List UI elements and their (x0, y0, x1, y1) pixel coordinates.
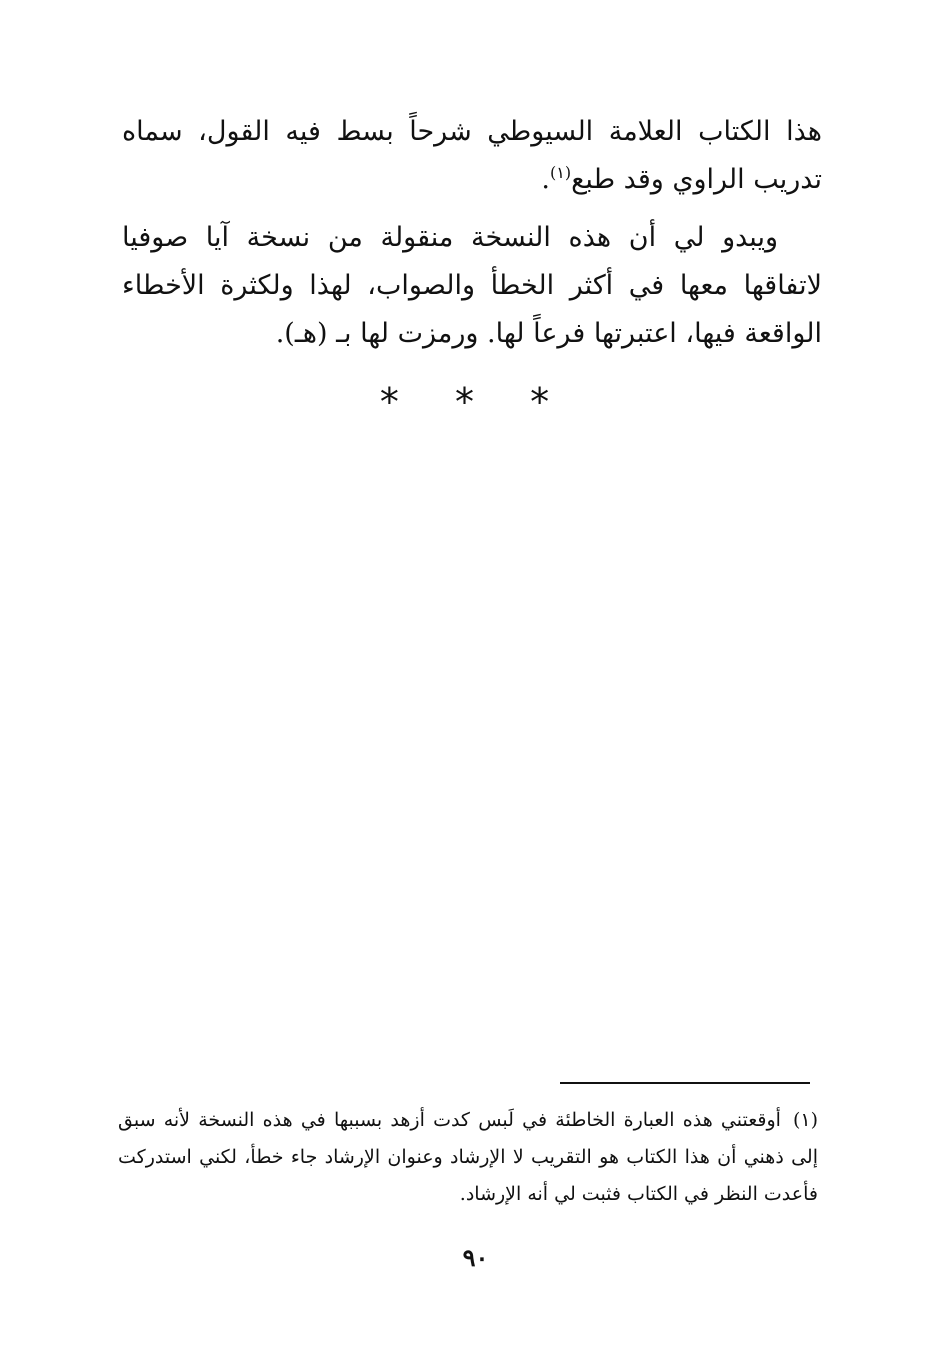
footnote (118, 1102, 818, 1213)
footnote-text: أوقعتني هذه العبارة الخاطئة في لَبس كدت أزهد بسببها في هذه النسخة لأنه سبق إلى ذهني أن هذا الكتاب هو التقريب لا الإرشاد وعنوان الإرشاد جاء خطأ، لكني استدركت فأعدت النظر في الكتاب فثبت لي أنه الإرشاد. (118, 1109, 818, 1205)
footnote-marker: (١) (792, 1109, 818, 1131)
section-separator: * * * (379, 380, 572, 424)
main-text (122, 108, 822, 368)
page-number: ٩٠ (462, 1243, 489, 1272)
footnote-divider (560, 1082, 810, 1084)
paragraph-1-text: هذا الكتاب العلامة السيوطي شرحاً بسط فيه القول، سماه تدريب الراوي وقد طبع (122, 116, 822, 195)
paragraph-1 (122, 108, 822, 204)
paragraph-2 (122, 214, 822, 358)
paragraph-1-tail: . (541, 164, 550, 195)
footnote-reference[interactable]: (١) (549, 163, 572, 182)
paragraph-2-text: ويبدو لي أن هذه النسخة منقولة من نسخة آيا صوفيا لاتفاقها معها في أكثر الخطأ والصواب، لهذا ولكثرة الأخطاء الواقعة فيها، اعتبرتها فرعاً لها. ورمزت لها بـ (هـ). (122, 222, 822, 349)
